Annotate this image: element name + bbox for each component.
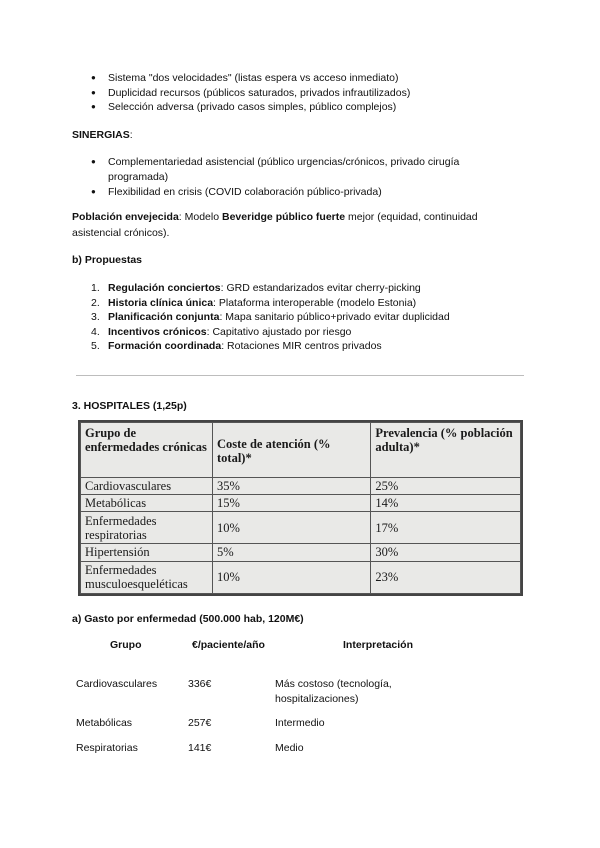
gasto-row-interpretacion: Más costoso (tecnología, hospitalizaciones): [275, 678, 392, 705]
item-number: 1.: [91, 282, 100, 294]
item-text: : Capitativo ajustado por riesgo: [206, 325, 352, 338]
list-item: [91, 339, 511, 354]
list-item: ● Sistema "dos velocidades" (listas espera vs acceso inmediato): [91, 71, 511, 86]
table-cell: 14%: [371, 494, 521, 511]
poblacion-paragraph: [72, 209, 512, 241]
table-header-row: [81, 423, 521, 478]
table-header-cell: Grupo de enfermedades crónicas: [81, 423, 213, 478]
table-row: [81, 561, 521, 593]
table-cell: 35%: [213, 477, 371, 494]
item-bold: Historia clínica única: [108, 296, 214, 309]
table-row: [81, 544, 521, 561]
sinergias-bullet-list: [91, 155, 491, 200]
table-cell: 17%: [371, 512, 521, 544]
table-cell: 10%: [213, 512, 371, 544]
item-text: : Mapa sanitario público+privado evitar duplicidad: [219, 311, 450, 323]
poblacion-bold-1: Población envejecida: [72, 211, 179, 223]
horizontal-divider: [76, 375, 524, 376]
list-item: ● Selección adversa (privado casos simples, público complejos): [91, 100, 511, 115]
gasto-col-header-euro: €/paciente/año: [192, 639, 265, 651]
hospitales-heading: 3. HOSPITALES (1,25p): [72, 400, 187, 412]
table-cell: Hipertensión: [81, 544, 213, 561]
item-text: : Rotaciones MIR centros privados: [221, 340, 382, 352]
sinergias-heading: [72, 127, 512, 143]
poblacion-bold-2: Beveridge público fuerte: [222, 211, 346, 223]
item-number: 4.: [91, 325, 100, 338]
sinergias-colon: :: [129, 129, 133, 141]
item-text: : Plataforma interoperable (modelo Estonia): [213, 296, 417, 309]
item-bold: Planificación conjunta: [108, 311, 220, 323]
table-cell: Metabólicas: [81, 494, 213, 511]
gasto-row-interpretacion: Medio: [275, 742, 304, 754]
table-cell: 10%: [213, 561, 371, 593]
gasto-row-interpretacion: Intermedio: [275, 717, 325, 729]
gasto-col-header-interpretacion: Interpretación: [343, 639, 414, 651]
poblacion-text-1: : Modelo: [178, 211, 222, 223]
table-cell: Cardiovasculares: [81, 477, 213, 494]
item-text: : GRD estandarizados evitar cherry-picking: [220, 282, 421, 294]
gasto-row-euro: 336€: [188, 678, 212, 690]
gasto-row-grupo: Cardiovasculares: [76, 678, 158, 690]
table-row: [81, 477, 521, 494]
gasto-row-euro: 257€: [188, 717, 212, 729]
chronic-disease-table: [80, 422, 521, 594]
scanned-table-image: [78, 420, 523, 596]
propuestas-heading: b) Propuestas: [72, 254, 143, 266]
poblacion-text-2: mejor (equidad, continuidad asistencial crónicos).: [72, 211, 478, 239]
gasto-heading: a) Gasto por enfermedad (500.000 hab, 120M€): [72, 613, 304, 625]
table-cell: 23%: [371, 561, 521, 593]
table-cell: Enfermedades musculoesqueléticas: [81, 561, 213, 593]
list-item: ● Duplicidad recursos (públicos saturados, privados infrautilizados): [91, 86, 511, 101]
item-number: 2.: [91, 296, 100, 309]
item-bold: Regulación conciertos: [108, 282, 221, 294]
table-row: [81, 494, 521, 511]
gasto-row-grupo: Respiratorias: [76, 742, 138, 754]
gasto-row-euro: 141€: [188, 742, 212, 754]
item-number: 5.: [91, 340, 100, 352]
list-item: [91, 325, 511, 340]
propuestas-list: [91, 281, 511, 354]
list-item: [91, 296, 511, 311]
table-header-cell: Prevalencia (% población adulta)*: [371, 423, 521, 478]
list-item: [91, 310, 511, 325]
item-number: 3.: [91, 311, 100, 323]
table-row: [81, 512, 521, 544]
table-header-cell: Coste de atención (% total)*: [213, 423, 371, 478]
gasto-row-grupo: Metabólicas: [76, 717, 133, 729]
item-bold: Formación coordinada: [108, 340, 222, 352]
table-cell: Enfermedades respiratorias: [81, 512, 213, 544]
table-cell: 5%: [213, 544, 371, 561]
table-cell: 15%: [213, 494, 371, 511]
top-bullet-list: [91, 71, 511, 115]
list-item: [91, 281, 511, 296]
list-item: ● Complementariedad asistencial (público urgencias/crónicos, privado cirugía programada): [91, 155, 491, 184]
sinergias-heading-text: SINERGIAS: [72, 129, 130, 141]
table-cell: 30%: [371, 544, 521, 561]
list-item: ● Flexibilidad en crisis (COVID colaboración público-privada): [91, 185, 491, 200]
gasto-col-header-grupo: Grupo: [110, 639, 142, 651]
table-cell: 25%: [371, 477, 521, 494]
item-bold: Incentivos crónicos: [108, 325, 207, 338]
